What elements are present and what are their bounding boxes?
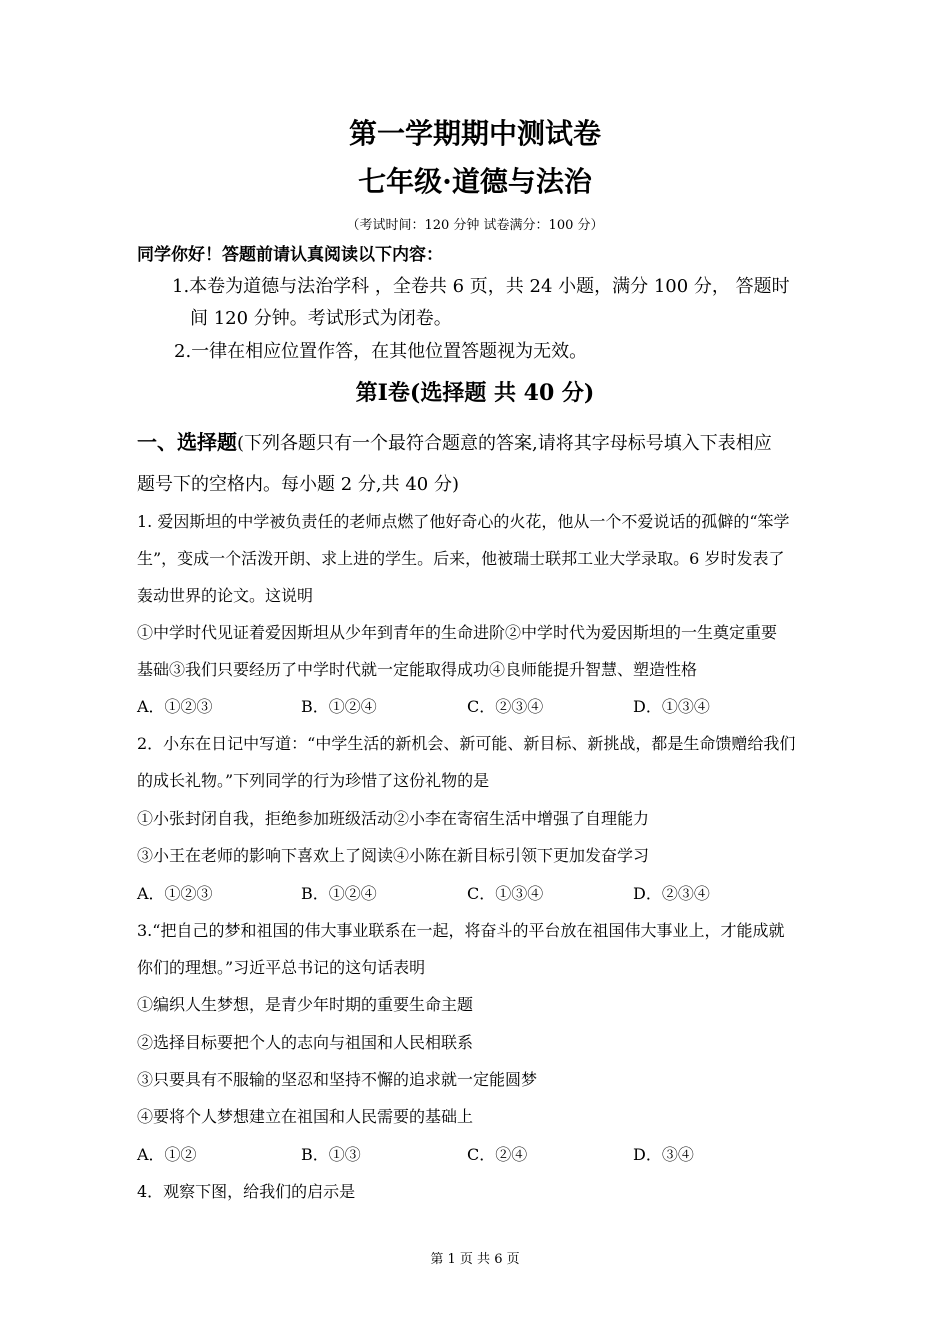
notice-item-1: 1.本卷为道德与法治学科 ，全卷共 6 页，共 24 小题，满分 100 分， 答题时 xyxy=(172,276,790,297)
section-heading xyxy=(137,426,772,455)
question-1-option-d: D．①③④ xyxy=(633,697,710,716)
notice-item-1-cont: 间 120 分钟。考试形式为闭卷。 xyxy=(190,308,452,329)
question-3-line: 你们的理想。”习近平总书记的这句话表明 xyxy=(137,958,426,977)
notice-item-2: 2.一律在相应位置作答，在其他位置答题视为无效。 xyxy=(174,341,588,362)
notice-greeting: 同学你好！答题前请认真阅读以下内容： xyxy=(137,245,443,265)
page-footer: 第 1 页 共 6 页 xyxy=(430,1252,520,1267)
question-1-line: 1. 爱因斯坦的中学被负责任的老师点燃了他好奇心的火花，他从一个不爱说话的孤僻的“笨学 xyxy=(137,512,790,531)
question-1-option-c: C．②③④ xyxy=(467,697,544,716)
question-1-line: ①中学时代见证着爱因斯坦从少年到青年的生命进阶②中学时代为爱因斯坦的一生奠定重要 xyxy=(137,623,778,642)
question-3-line: ④要将个人梦想建立在祖国和人民需要的基础上 xyxy=(137,1107,474,1126)
question-3-line: ②选择目标要把个人的志向与祖国和人民相联系 xyxy=(137,1033,474,1052)
question-3-option-a: A．①② xyxy=(137,1145,197,1164)
question-2-line: 2．小东在日记中写道：“中学生活的新机会、新可能、新目标、新挑战，都是生命馈赠给我们 xyxy=(137,734,796,753)
question-2-option-d: D．②③④ xyxy=(633,884,710,903)
question-1-line: 轰动世界的论文。这说明 xyxy=(137,586,314,605)
question-3-line: ①编织人生梦想，是青少年时期的重要生命主题 xyxy=(137,995,474,1014)
question-3-option-b: B．①③ xyxy=(301,1145,361,1164)
question-3-option-d: D．③④ xyxy=(633,1145,694,1164)
question-1-line: 基础③我们只要经历了中学时代就一定能取得成功④良师能提升智慧、塑造性格 xyxy=(137,660,698,679)
question-2-line: ③小王在老师的影响下喜欢上了阅读④小陈在新目标引领下更加发奋学习 xyxy=(137,846,650,865)
section-heading-text: (下列各题只有一个最符合题意的答案,请将其字母标号填入下表相应 xyxy=(237,433,772,454)
section-heading-bold: 一、选择题 xyxy=(137,430,237,454)
question-1-option-a: A．①②③ xyxy=(137,697,213,716)
question-2-option-a: A．①②③ xyxy=(137,884,213,903)
section-heading-line2: 题号下的空格内。每小题 2 分,共 40 分) xyxy=(137,474,459,495)
question-1-line: 生”，变成一个活泼开朗、求上进的学生。后来，他被瑞士联邦工业大学录取。6 岁时发表了 xyxy=(137,549,785,568)
question-2-option-c: C．①③④ xyxy=(467,884,544,903)
question-3-line: ③只要具有不服输的坚忍和坚持不懈的追求就一定能圆梦 xyxy=(137,1070,538,1089)
exam-subtitle: 七年级·道德与法治 xyxy=(358,165,592,198)
exam-title: 第一学期期中测试卷 xyxy=(348,117,601,150)
section-title: 第Ⅰ卷(选择题 共 40 分) xyxy=(355,380,595,406)
question-2-line: ①小张封闭自我，拒绝参加班级活动②小李在寄宿生活中增强了自理能力 xyxy=(137,809,650,828)
question-3-option-c: C．②④ xyxy=(467,1145,528,1164)
question-4-line: 4．观察下图，给我们的启示是 xyxy=(137,1182,356,1201)
exam-meta: （考试时间：120 分钟 试卷满分：100 分） xyxy=(346,218,604,233)
question-2-option-b: B．①②④ xyxy=(301,884,377,903)
question-2-line: 的成长礼物。”下列同学的行为珍惜了这份礼物的是 xyxy=(137,771,490,790)
question-3-line: 3.“把自己的梦和祖国的伟大事业联系在一起，将奋斗的平台放在祖国伟大事业上，才能成就 xyxy=(137,921,785,940)
question-1-option-b: B．①②④ xyxy=(301,697,377,716)
